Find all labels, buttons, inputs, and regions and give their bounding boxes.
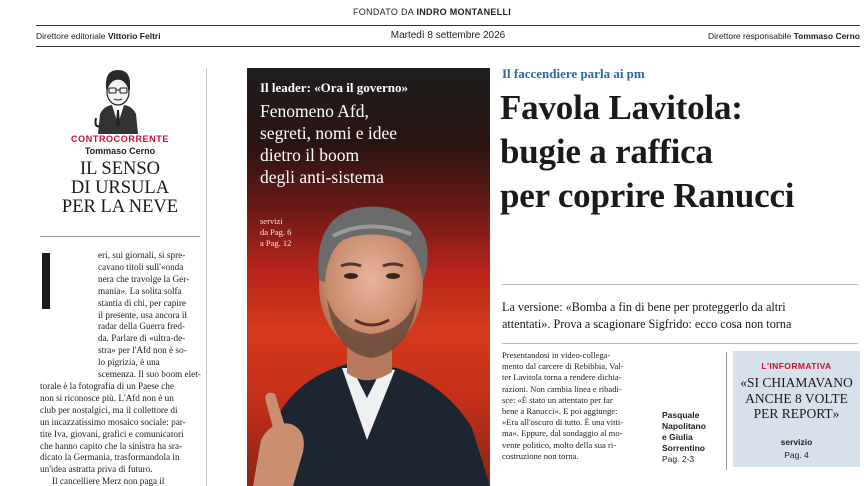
- photo-page-reference: servizi da Pag. 6 a Pag. 12: [260, 216, 292, 248]
- column-separator: [206, 68, 207, 486]
- subhead-top-rule: [502, 284, 858, 285]
- author-caricature-icon: [90, 68, 146, 134]
- photo-headline: Fenomeno Afd, segreti, nomi e idee dietro il boom degli anti-sistema: [260, 101, 398, 187]
- column-byline: Tommaso Cerno: [84, 146, 156, 156]
- box-kicker: L'INFORMATIVA: [761, 361, 832, 371]
- founder-line: [0, 7, 864, 17]
- masthead-row: [36, 30, 860, 44]
- box-servizio: servizio: [780, 437, 813, 447]
- main-subhead: La versione: «Bomba a fin di bene per proteggerlo da altri attentati». Prova a scagionare Sigfrido: ecco cosa non torna: [502, 300, 792, 331]
- column-divider: [40, 236, 200, 237]
- masthead-top-rule: [36, 25, 860, 26]
- managing-director: Direttore responsabile Tommaso Cerno: [708, 31, 860, 41]
- photo-story[interactable]: [247, 68, 490, 486]
- editorial-director: Direttore editoriale Vittorio Feltri: [36, 31, 161, 41]
- main-page-reference: Pag. 2-3: [662, 454, 695, 464]
- main-authors: Pasquale Napolitano e Giulia Sorrentino Pag. 2-3: [662, 410, 726, 465]
- masthead-bottom-rule: [36, 46, 860, 47]
- main-headline[interactable]: Favola Lavitola: bugie a raffica per coprire Ranucci: [500, 88, 795, 215]
- box-separator: [726, 352, 727, 470]
- issue-date: Martedì 8 settembre 2026: [390, 30, 506, 41]
- box-page-reference: Pag. 4: [784, 450, 809, 460]
- main-article-body: Presentandosi in video-collega- mento dal carcere di Rebibbia, Val- ter Lavitola torna a rendere dichia- razioni. Non cambia linea e ribadi- sce: «È stato un attentato per far bene a Ranucci». E poi aggiunge: «Era all'oscuro di tutto. È una vitti- ma». Eppure, dal sondaggio al mo- vente politico, molto della sua ri- costruzione non torna.: [502, 350, 624, 461]
- column-kicker: CONTROCORRENTE: [71, 134, 169, 144]
- column-title[interactable]: IL SENSO DI URSULA PER LA NEVE: [61, 159, 179, 217]
- informativa-box[interactable]: [733, 351, 860, 467]
- subhead-bottom-rule: [502, 343, 858, 344]
- box-title: «SI CHIAMAVANO ANCHE 8 VOLTE PER REPORT»: [740, 375, 853, 421]
- column-body: eri, sui giornali, si spre- cavano titoli sull'«onda nera che travolge la Ger- mania». La solita solfa stantia di chi, per capire il presente, usa ancora il radar della Guerra fred- da. Parlare di «ultra-de- stra» per l'Afd non è so- lo pigrizia, è una scemenza. Il suo boom elet- torale è la fotografia di un Paese che non si riconosce più. L'Afd non è un club per nostalgici, ma il collettore di un incazzatissimo mosaico sociale: par- tite Iva, giovani, grafici e comunicatori che hanno capito che la sinistra ha sra- dicato la Germania, trasformandola in un'idea astratta priva di futuro. Il cancelliere Merz non paga il: [40, 250, 201, 486]
- founder-name: INDRO MONTANELLI: [416, 7, 512, 17]
- photo-kicker: Il leader: «Ora il governo»: [260, 80, 409, 95]
- founded-prefix: FONDATO DA: [352, 7, 414, 17]
- main-kicker: Il faccendiere parla ai pm: [502, 66, 645, 81]
